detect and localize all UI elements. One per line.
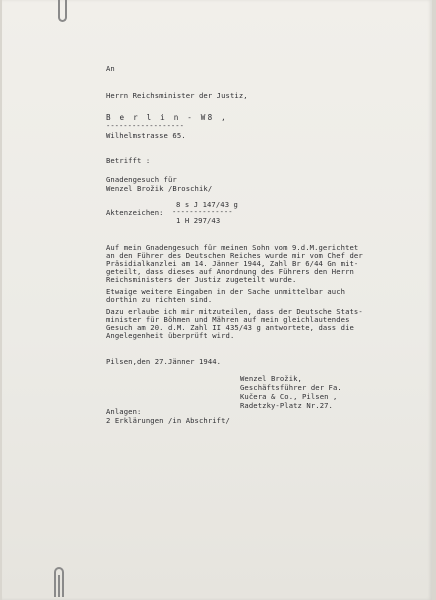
paragraph-3-line: minister für Böhmen und Mähren auf mein gleichlautendes — [106, 315, 350, 324]
paragraph-1-line: Reichsministers der Justiz zugeteilt wurde. — [106, 275, 297, 284]
paragraph-1-line: Auf mein Gnadengesuch für meinen Sohn vom 9.d.M.gerichtet — [106, 243, 359, 252]
city-underline: ------------------ — [106, 121, 184, 130]
signature-line: Wenzel Brožik, — [240, 374, 302, 383]
subject-label: Betrifft : — [106, 156, 151, 165]
paper-clip-icon — [54, 567, 64, 597]
place-and-date: Pilsen,den 27.Jänner 1944. — [106, 357, 222, 366]
subject-line-2: Wenzel Brožik /Broschik/ — [106, 184, 213, 193]
subject-line-1: Gnadengesuch für — [106, 175, 177, 184]
signature-line: Kučera & Co., Pilsen , — [240, 392, 338, 401]
paragraph-1-line: an den Führer des Deutschen Reiches wurde mir vom Chef der — [106, 251, 363, 260]
file-label: Aktenzeichen: — [106, 208, 164, 217]
street: Wilhelmstrasse 65. — [106, 131, 186, 140]
salutation: An — [106, 64, 115, 73]
enclosures: 2 Erklärungen /in Abschrift/ — [106, 416, 230, 425]
paragraph-3-line: Dazu erlaube ich mir mitzuteilen, dass der Deutsche Stats- — [106, 307, 363, 316]
enclosures-label: Anlagen: — [106, 407, 142, 416]
letter-page — [2, 0, 432, 600]
recipient: Herrn Reichsminister der Justiz, — [106, 91, 248, 100]
paragraph-2-line: Etwaige weitere Eingaben in der Sache unmittelbar auch — [106, 287, 346, 296]
city: B e r l i n - W8 , — [106, 113, 228, 122]
paragraph-1-line: geteilt, dass dieses auf Anordnung des Führers den Herrn — [106, 267, 354, 276]
paragraph-2-line: dorthin zu richten sind. — [106, 295, 213, 304]
signature-line: Geschäftsführer der Fa. — [240, 383, 342, 392]
file-reference-2: 1 H 297/43 — [176, 216, 221, 225]
paragraph-3-line: Gesuch am 20. d.M. Zahl II 435/43 g antwortete, dass die — [106, 323, 354, 332]
file-reference-1: 8 s J 147/43 g — [176, 200, 238, 209]
paragraph-1-line: Präsidialkanzlei am 14. Jänner 1944, Zahl Br 6/44 Gn mit- — [106, 259, 359, 268]
paper-clip-icon — [58, 0, 67, 22]
paragraph-3-line: Angelegenheit überprüft wird. — [106, 331, 235, 340]
signature-line: Radetzky-Platz Nr.27. — [240, 401, 333, 410]
file-reference-rule: -------------- — [172, 207, 233, 216]
